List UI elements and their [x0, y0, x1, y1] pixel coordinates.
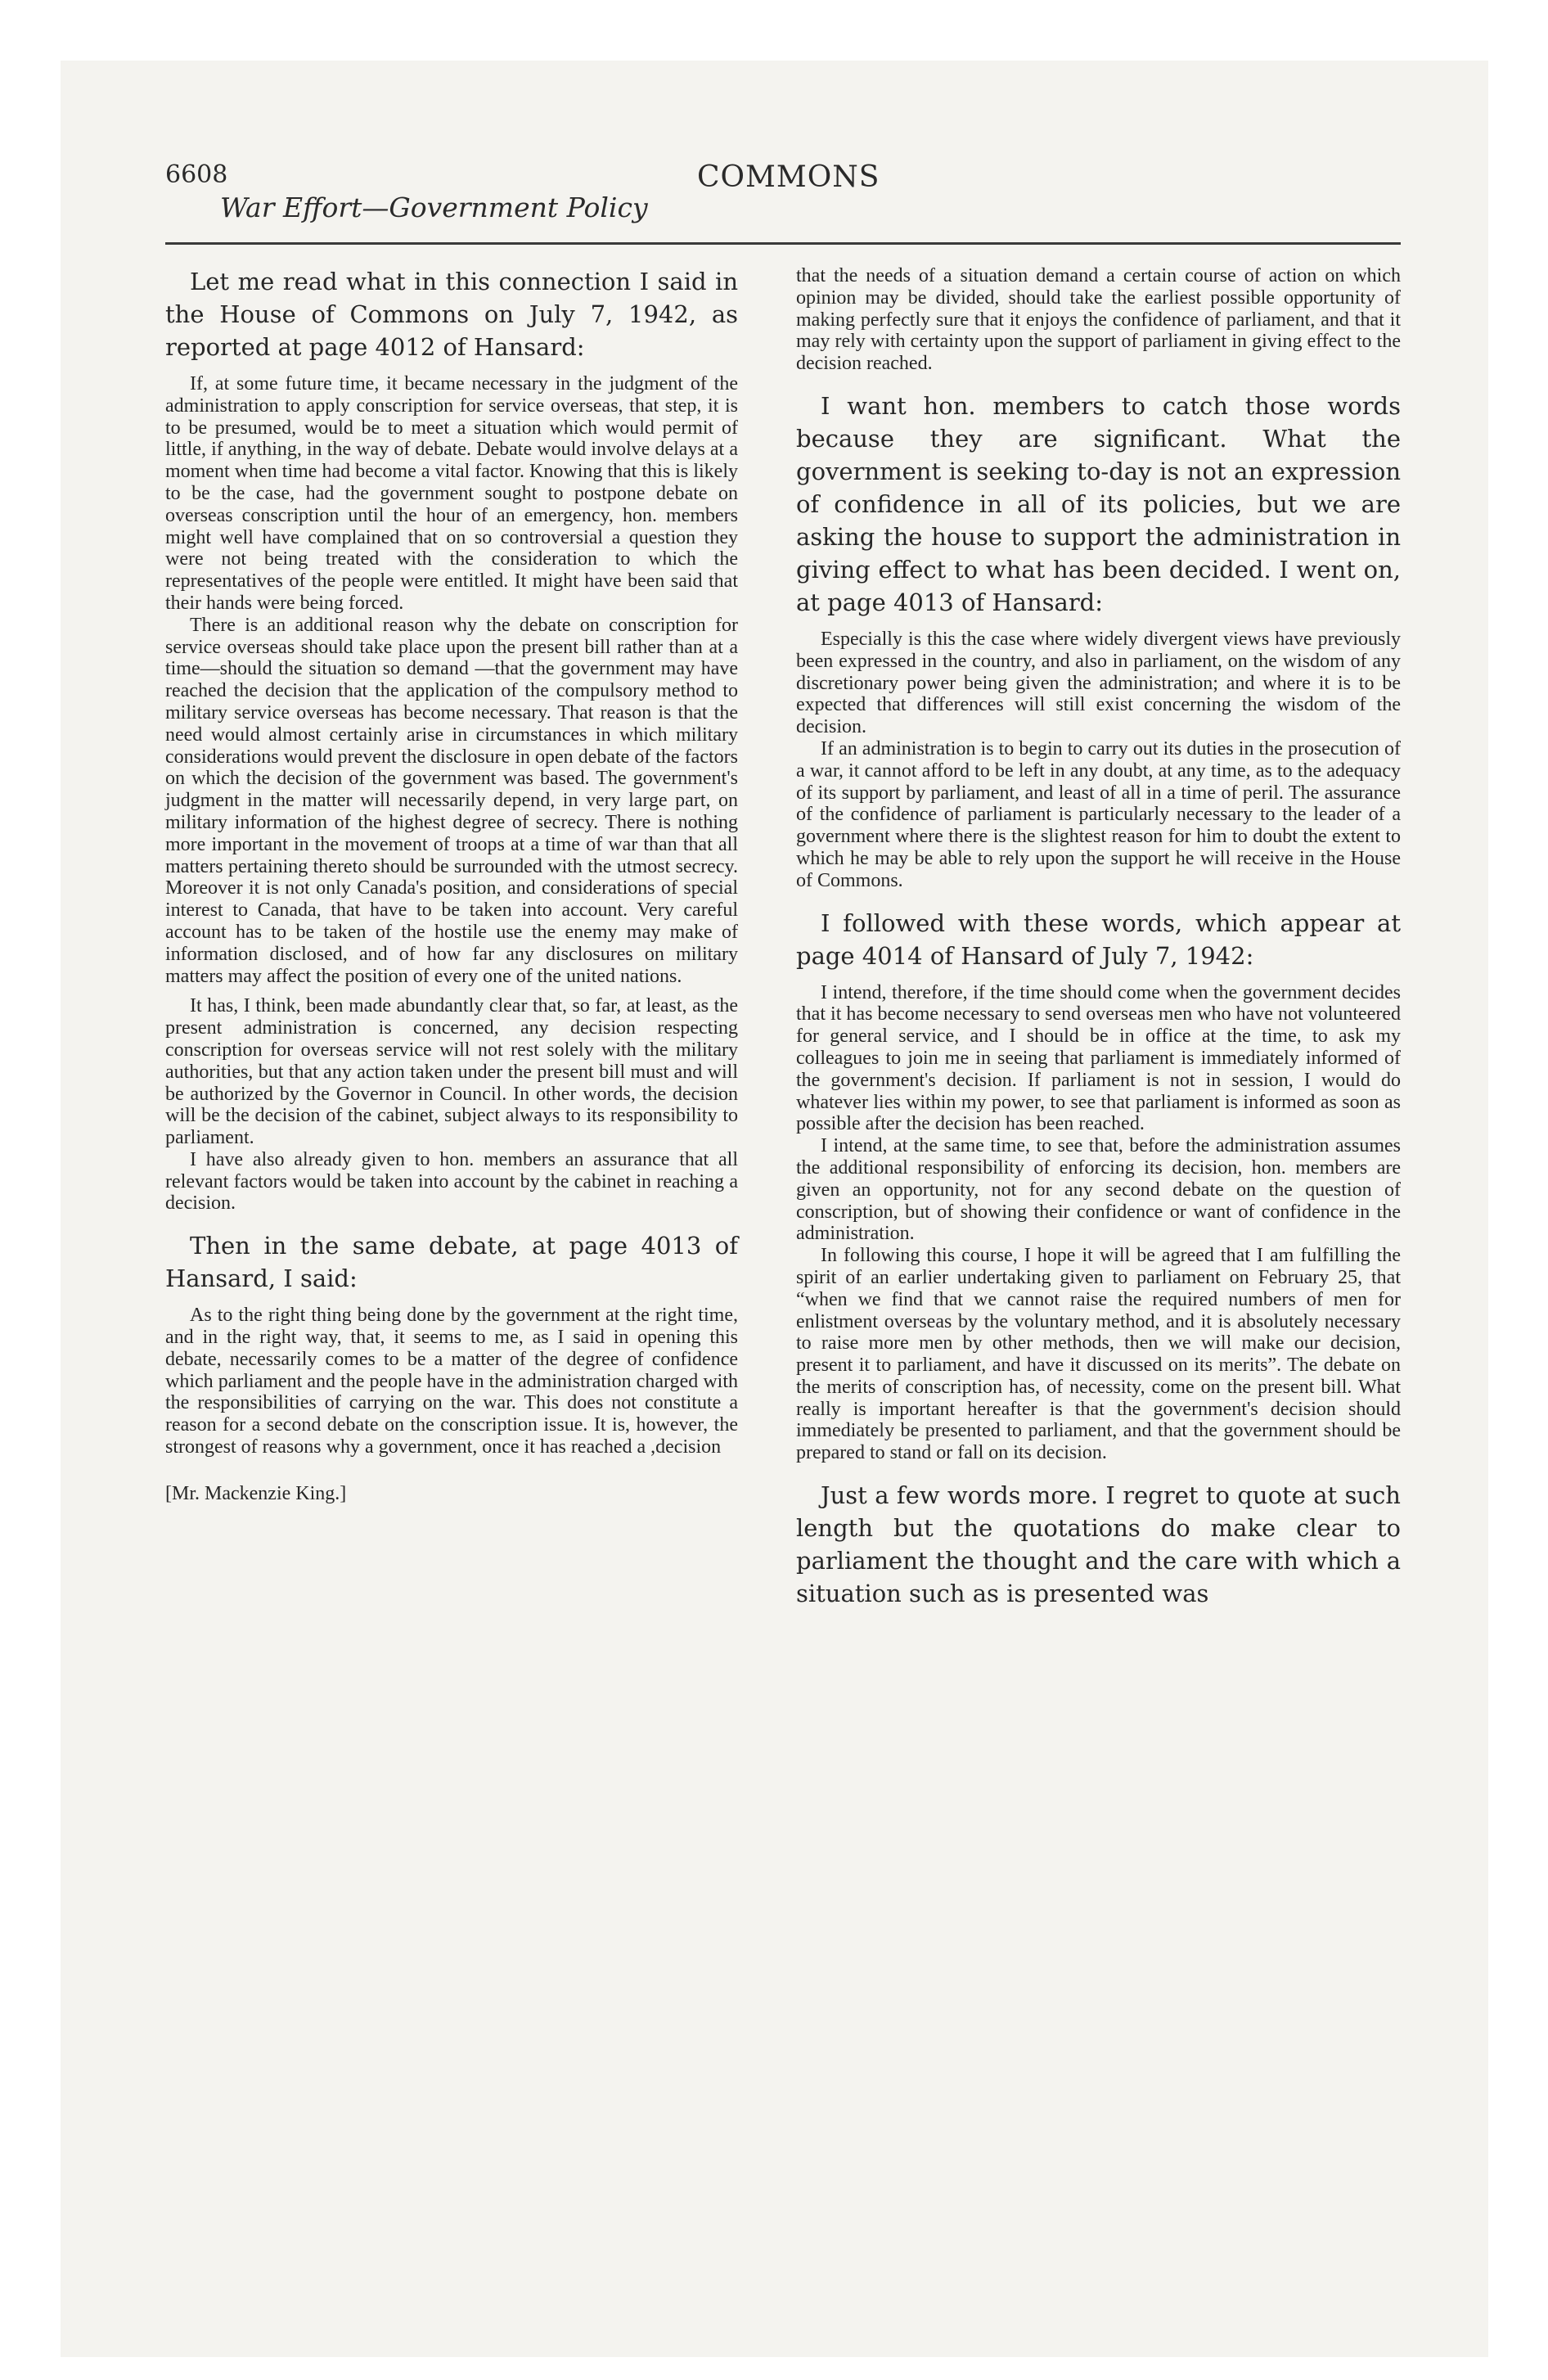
page-header [61, 61, 1488, 273]
speaker-footer: [ Mr. Mackenzie King. ] [165, 1483, 738, 1505]
quote-paragraph: I have also already given to hon. members an assurance that all relevant factors would be taken into account by the cabinet in reaching a decision. [165, 1148, 738, 1215]
quote-paragraph: In following this course, I hope it will be agreed that I am fulfilling the spirit of an earlier undertaking given to parliament on February 25, that “when we find that we cannot raise the required numbers of men for enlistment overseas by the voluntary method, and it is absolutely necessary to raise more men by other methods, then we will make our decision, present it to parliament, and have it discussed on its merits”. The debate on the merits of conscription has, of necessity, come on the present bill. What really is important hereafter is that the government's decision should immediately be presented to parliament, and that the government should be prepared to stand or fall on its decision. [796, 1245, 1401, 1464]
quote-paragraph: There is an additional reason why the debate on conscription for service overseas should take place upon the present bill rather than at a time—should the situation so demand —that the government may have reached the decision that the application of the compulsory method to military service overseas has become necessary. That reason is that the need would almost certainly arise in circumstances in which military considerations would prevent the disclosure in open debate of the factors on which the decision of the government was based. The government's judgment in the matter will necessarily depend, in very large part, on military information of the highest degree of secrecy. There is nothing more important in the movement of troops at a time of war than that all matters pertaining thereto should be surrounded with the utmost secrecy. Moreover it is not only Canada's position, and considerations of special interest to Canada, that have to be taken into account. Very careful account has to be taken of the hostile use the enemy may make of information disclosed, and of how far any disclosures on military matters may affect the position of every one of the united nations. [165, 614, 738, 987]
quote-paragraph: I intend, at the same time, to see that, before the administration assumes the additional responsibility of enforcing its decision, hon. members are given an opportunity, not for any second debate on the question of conscription, but of showing their confidence or want of confidence in the administration. [796, 1135, 1401, 1245]
scanned-page [61, 61, 1488, 2357]
quote-paragraph: If, at some future time, it became necessary in the judgment of the administration to apply conscription for service overseas, that step, it is to be presumed, would be to meet a situation which would permit of little, if anything, in the way of debate. Debate would involve delays at a moment when time had become a vital factor. Knowing that this is likely to be the case, had the government sought to postpone debate on overseas conscription until the hour of an emergency, hon. members might well have complained that on so controversial a question they were not being treated with the consideration to which the representatives of the people were entitled. It might have been said that their hands were being forced. [165, 373, 738, 614]
section-title: COMMONS [697, 160, 880, 194]
quote-paragraph: Especially is this the case where widely divergent views have previously been expressed in the country, and also in parliament, on the wisdom of any discretionary power being given the administration; and where it is to be expected that differences will still exist concerning the wisdom of the decision. [796, 628, 1401, 738]
quote-paragraph: If an administration is to begin to carry out its duties in the prosecution of a war, it cannot afford to be left in any doubt, at any time, as to the adequacy of its support by parliament, and least of all in a time of peril. The assurance of the confidence of parliament is particularly necessary to the leader of a government where there is the slightest reason for him to doubt the extent to which he may be able to rely upon the support he will receive in the House of Commons. [796, 737, 1401, 891]
right-column [796, 265, 1401, 1620]
quote-paragraph: As to the right thing being done by the government at the right time, and in the right way, that, it seems to me, as I said in opening this debate, necessarily comes to be a matter of the degree of confidence which parliament and the people have in the administration charged with the responsibilities of carrying on the war. This does not constitute a reason for a second debate on the conscription issue. It is, however, the strongest of reasons why a government, once it has reached a ,decision [165, 1305, 738, 1458]
quote-paragraph: I intend, therefore, if the time should come when the government decides that it has become necessary to send overseas men who have not volunteered for general service, and I should be in office at the time, to ask my colleagues to join me in seeing that parliament is immediately informed of the government's decision. If parliament is not in session, I would do whatever lies within my power, to see that parliament is informed as soon as possible after the decision has been reached. [796, 981, 1401, 1135]
quote-paragraph: that the needs of a situation demand a certain course of action on which opinion may be divided, should take the earliest possible opportunity of making perfectly sure that it enjoys the confidence of parliament, and that it may rely with certainty upon the support of parliament in giving effect to the decision reached. [796, 265, 1401, 375]
header-rule [165, 242, 1401, 245]
paragraph: I want hon. members to catch those words because they are significant. What the government is seeking to-day is not an expression of confidence in all of its policies, but we are asking the house to support the administration in giving effect to what has been decided. I went on, at page 4013 of Hansard: [796, 391, 1401, 616]
quote-paragraph: It has, I think, been made abundantly clear that, so far, at least, as the present administration is concerned, any decision respecting conscription for overseas service will not rest solely with the military authorities, but that any action taken under the present bill must and will be authorized by the Governor in Council. In other words, the decision will be the decision of the cabinet, subject always to its responsibility to parliament. [165, 995, 738, 1149]
paragraph: Let me read what in this connection I said in the House of Commons on July 7, 1942, as reported at page 4012 of Hansard: [165, 268, 738, 361]
paragraph: Then in the same debate, at page 4013 of Hansard, I said: [165, 1232, 738, 1293]
running-title: War Effort—Government Policy [220, 192, 648, 223]
page-number: 6608 [165, 160, 228, 189]
paragraph: I followed with these words, which appear at page 4014 of Hansard of July 7, 1942: [796, 908, 1401, 970]
left-column [165, 265, 738, 1525]
paragraph: Just a few words more. I regret to quote at such length but the quotations do make clear to parliament the thought and the care with which a situation such as is presented was [796, 1481, 1401, 1608]
